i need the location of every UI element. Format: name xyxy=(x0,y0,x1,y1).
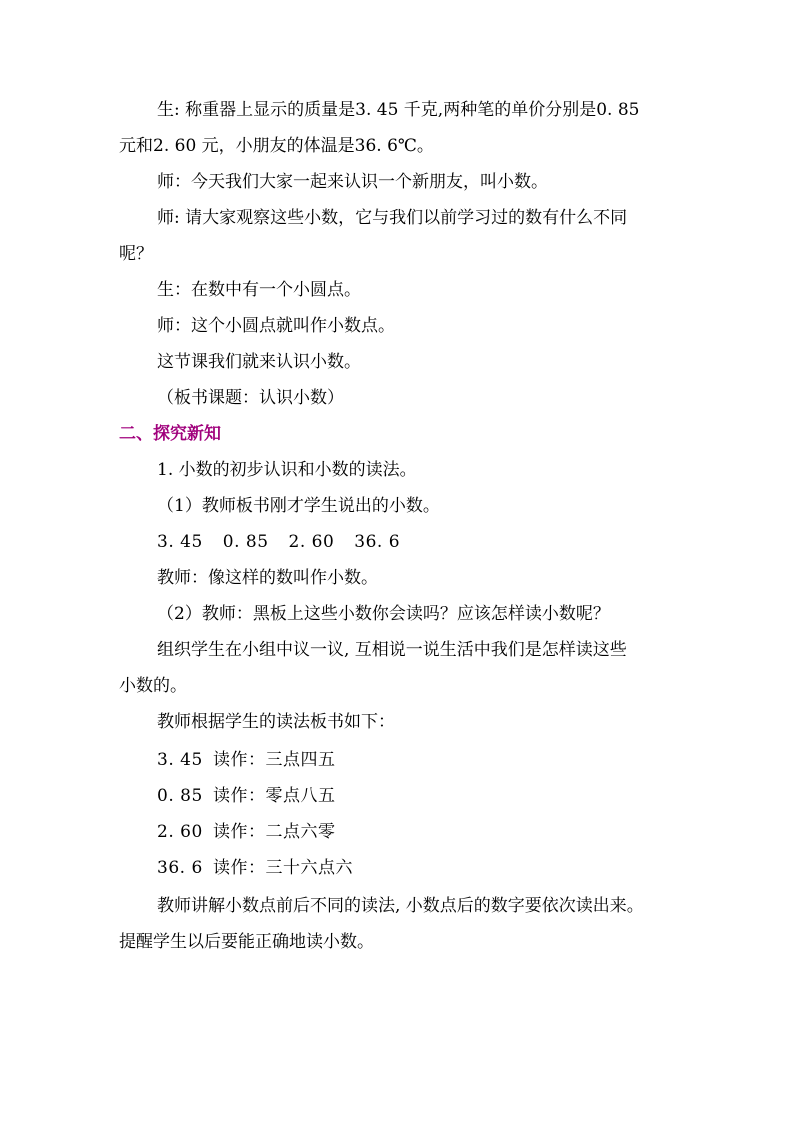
board-title: （板书课题：认识小数） xyxy=(157,388,344,408)
section-heading: 二、探究新知 xyxy=(119,424,221,444)
number-item: 0. 85 xyxy=(222,532,269,552)
step2-text: （2）教师：黑板上这些小数你会读吗？应该怎样读小数呢？ xyxy=(157,604,610,624)
step1-text: （1）教师板书刚才学生说出的小数。 xyxy=(157,496,440,516)
reading-number: 36. 6 xyxy=(157,858,203,878)
reading-number: 2. 60 xyxy=(157,822,203,842)
number-item: 3. 45 xyxy=(157,532,203,552)
reading-text: 读作：二点六零 xyxy=(213,822,336,842)
reading-row xyxy=(157,856,794,880)
student-reply-line1: 生: 称重器上显示的质量是3. 45 千克,两种笔的单价分别是0. 85 xyxy=(157,100,640,120)
number-item: 2. 60 xyxy=(288,532,335,552)
reading-row xyxy=(157,748,794,772)
teacher-note: 教师：像这样的数叫作小数。 xyxy=(157,568,378,588)
lesson-intro: 这节课我们就来认识小数。 xyxy=(157,352,361,372)
reading-number: 0. 85 xyxy=(157,786,203,806)
student-reply-line2: 元和2. 60 元，小朋友的体温是36. 6℃。 xyxy=(119,136,434,156)
group-line-2: 小数的。 xyxy=(119,676,187,696)
board-intro: 教师根据学生的读法板书如下： xyxy=(157,712,395,732)
group-line-1: 组织学生在小组中议一议, 互相说一说生活中我们是怎样读这些 xyxy=(157,640,627,660)
teacher-line-1: 师：今天我们大家一起来认识一个新朋友，叫小数。 xyxy=(157,172,548,192)
teacher-line-2a: 师: 请大家观察这些小数，它与我们以前学习过的数有什么不同 xyxy=(157,208,628,228)
explain-line-2: 提醒学生以后要能正确地读小数。 xyxy=(119,932,374,952)
student-line-2: 生：在数中有一个小圆点。 xyxy=(157,280,361,300)
teacher-line-3: 师：这个小圆点就叫作小数点。 xyxy=(157,316,395,336)
reading-text: 读作：三十六点六 xyxy=(213,858,353,878)
reading-row xyxy=(157,784,794,808)
number-item: 36. 6 xyxy=(354,532,401,552)
item1-title: 1. 小数的初步认识和小数的读法。 xyxy=(157,460,417,480)
number-list xyxy=(157,530,794,554)
explain-line-1: 教师讲解小数点前后不同的读法, 小数点后的数字要依次读出来。 xyxy=(157,896,644,916)
teacher-line-2b: 呢？ xyxy=(119,244,153,264)
reading-text: 读作：三点四五 xyxy=(213,750,336,770)
reading-number: 3. 45 xyxy=(157,750,203,770)
reading-row xyxy=(157,820,794,844)
reading-text: 读作：零点八五 xyxy=(213,786,336,806)
